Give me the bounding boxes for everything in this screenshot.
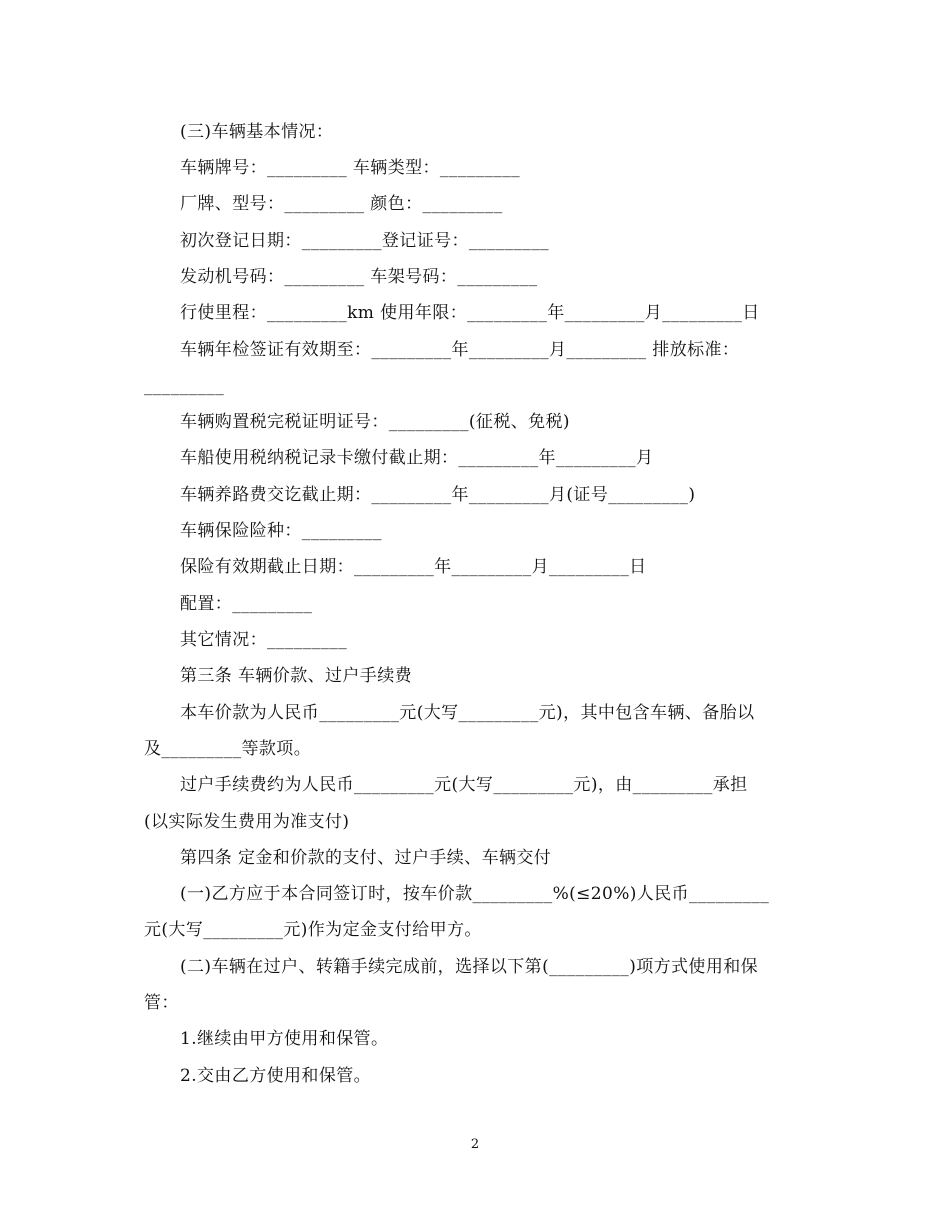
vehicle-plate-type-line: 车辆牌号：_________ 车辆类型：_________ [180,158,521,178]
option-two-line: 2.交由乙方使用和保管。 [180,1066,372,1086]
configuration-line: 配置：_________ [180,594,313,614]
road-maintenance-fee-line: 车辆养路费交讫截止期：_________年_________月(证号_________) [180,485,696,505]
mileage-years-line: 行使里程：_________km 使用年限：_________年_________月_________日 [180,303,760,323]
vehicle-price-line: 本车价款为人民币_________元(大写_________元)，其中包含车辆、备胎以 [180,703,755,723]
deposit-line: (一)乙方应于本合同签订时，按车价款_________%(≤20%)人民币_________ [180,884,770,904]
transfer-fee-line-cont: (以实际发生费用为准支付) [144,812,350,832]
emission-standard-blank: _________ [144,376,225,396]
usage-custody-line: (二)车辆在过户、转籍手续完成前，选择以下第(_________)项方式使用和保 [180,957,759,977]
insurance-expiry-line: 保险有效期截止日期：_________年_________月_________日 [180,557,647,577]
insurance-type-line: 车辆保险险种：_________ [180,521,382,541]
option-one-line: 1.继续由甲方使用和保管。 [180,1029,389,1049]
registration-date-line: 初次登记日期：_________登记证号：_________ [180,231,549,251]
section-heading-vehicle-info: (三)车辆基本情况： [180,122,334,142]
page-number: 2 [470,1137,480,1152]
usage-custody-line-cont: 管： [144,993,179,1013]
engine-frame-number-line: 发动机号码：_________ 车架号码：_________ [180,267,538,287]
transfer-fee-line: 过户手续费约为人民币_________元(大写_________元)，由_________承担 [180,775,748,795]
annual-inspection-line: 车辆年检签证有效期至：_________年_________月_________ 排放标准： [180,340,740,360]
article-three-heading: 第三条 车辆价款、过户手续费 [180,666,413,686]
vehicle-price-line-cont: 及_________等款项。 [144,739,312,759]
vehicle-vessel-tax-line: 车船使用税纳税记录卡缴付截止期：_________年_________月 [180,448,654,468]
article-four-heading: 第四条 定金和价款的支付、过户手续、车辆交付 [180,848,552,868]
purchase-tax-line: 车辆购置税完税证明证号：_________(征税、免税) [180,412,570,432]
deposit-line-cont: 元(大写_________元)作为定金支付给甲方。 [144,920,482,940]
brand-model-color-line: 厂牌、型号：_________ 颜色：_________ [180,194,503,214]
other-info-line: 其它情况：_________ [180,630,348,650]
